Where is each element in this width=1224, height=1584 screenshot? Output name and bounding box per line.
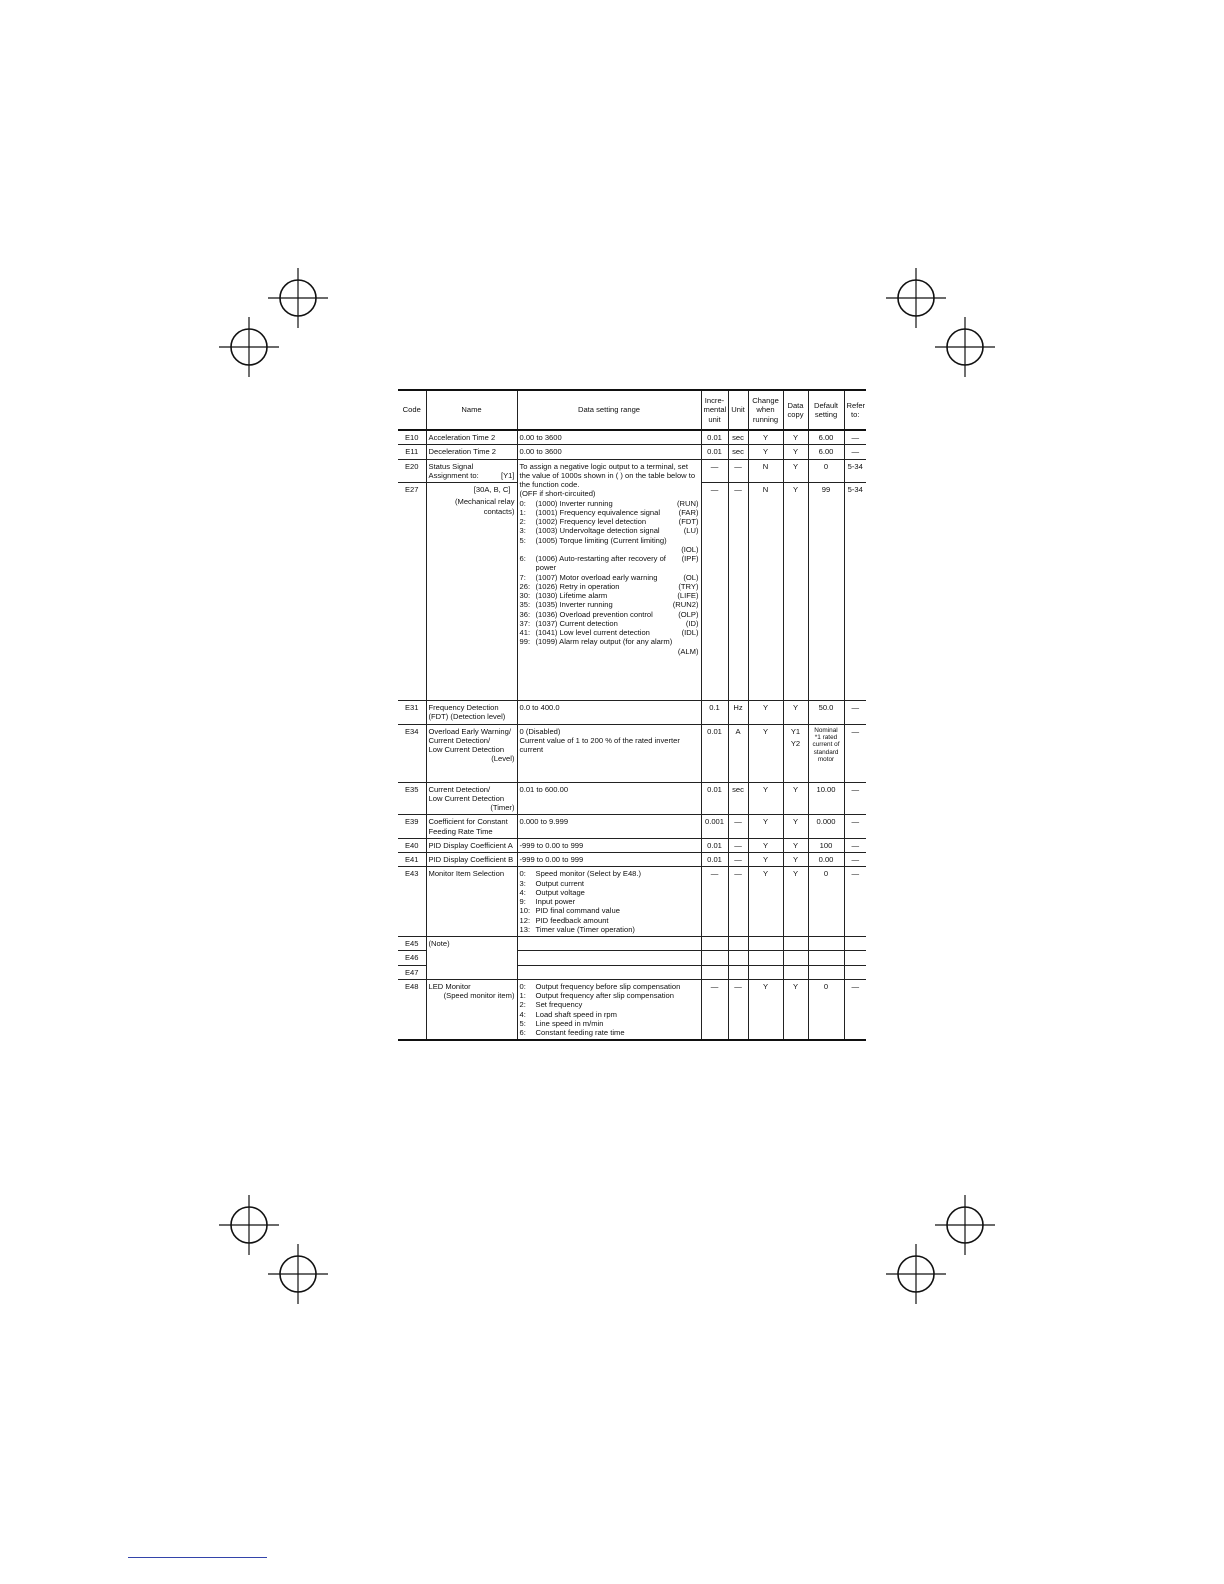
option-text: PID feedback amount bbox=[535, 915, 609, 925]
option-text: (1001) Frequency equivalence signal bbox=[535, 507, 661, 517]
option-number bbox=[520, 545, 536, 554]
incr-cell: 0.01 bbox=[701, 445, 728, 459]
change-cell bbox=[748, 965, 783, 979]
option-abbreviation: (TRY) bbox=[678, 581, 699, 591]
code-cell: E35 bbox=[398, 782, 426, 815]
option-item bbox=[520, 517, 699, 526]
header-range: Data setting range bbox=[517, 390, 701, 430]
copy-cell: Y bbox=[783, 979, 808, 1040]
name-cell: Acceleration Time 2 bbox=[426, 430, 517, 445]
name-cell: (Note) bbox=[426, 937, 517, 980]
option-abbreviation: (LU) bbox=[683, 526, 699, 536]
option-number: 37: bbox=[519, 618, 531, 628]
range-cell bbox=[517, 979, 701, 1040]
crosshair-icon bbox=[268, 1244, 328, 1304]
option-item bbox=[520, 869, 699, 878]
header-unit: Unit bbox=[728, 390, 748, 430]
name-line: Low Current Detection bbox=[428, 793, 505, 803]
option-text: (1003) Undervoltage detection signal bbox=[535, 526, 660, 536]
unit-cell: — bbox=[728, 853, 748, 867]
code-cell: E31 bbox=[398, 701, 426, 725]
code-cell: E41 bbox=[398, 853, 426, 867]
registration-mark-bottom-left-lower bbox=[268, 1244, 328, 1304]
name-cell bbox=[426, 782, 517, 815]
option-text: Output frequency before slip compensation bbox=[535, 981, 681, 991]
option-number bbox=[520, 647, 536, 656]
name-cell bbox=[426, 815, 517, 839]
option-item bbox=[520, 508, 699, 517]
table-row bbox=[398, 724, 866, 782]
option-abbreviation: (OL) bbox=[683, 572, 699, 582]
option-item bbox=[520, 879, 699, 888]
default-cell bbox=[808, 937, 844, 951]
incr-cell bbox=[701, 937, 728, 951]
footer-link-underline bbox=[128, 1557, 267, 1558]
change-cell: N bbox=[748, 483, 783, 701]
copy-cell bbox=[783, 951, 808, 965]
default-cell: 6.00 bbox=[808, 430, 844, 445]
option-item bbox=[520, 526, 699, 535]
registration-mark-top-right-lower bbox=[935, 317, 995, 377]
option-number: 5: bbox=[519, 535, 526, 545]
option-number: 6: bbox=[519, 1028, 526, 1037]
header-change-when-running: Change when running bbox=[748, 390, 783, 430]
refer-cell: — bbox=[844, 701, 866, 725]
code-cell: E40 bbox=[398, 838, 426, 852]
option-text: Set frequency bbox=[535, 1000, 583, 1010]
option-text: Output frequency after slip compensation bbox=[535, 991, 674, 1000]
name-line: Assignment to: bbox=[428, 470, 479, 480]
header-code: Code bbox=[398, 390, 426, 430]
refer-cell: — bbox=[844, 838, 866, 852]
code-cell: E27 bbox=[398, 483, 426, 701]
option-item bbox=[520, 619, 699, 628]
table-row bbox=[398, 815, 866, 839]
option-text: Output current bbox=[535, 878, 585, 888]
option-abbreviation: (IPF) bbox=[681, 554, 699, 563]
change-cell: Y bbox=[748, 430, 783, 445]
range-cell bbox=[517, 867, 701, 937]
incr-cell: — bbox=[701, 979, 728, 1040]
unit-cell: Hz bbox=[728, 701, 748, 725]
default-cell: 0 bbox=[808, 979, 844, 1040]
option-text bbox=[536, 647, 676, 656]
option-text: (1036) Overload prevention control bbox=[535, 609, 653, 619]
option-number: 0: bbox=[519, 981, 526, 991]
option-abbreviation: (IDL) bbox=[681, 628, 699, 637]
code-cell: E34 bbox=[398, 724, 426, 782]
option-item bbox=[520, 591, 699, 600]
option-text: (1030) Lifetime alarm bbox=[535, 591, 608, 600]
table-row bbox=[398, 445, 866, 459]
incr-cell: 0.001 bbox=[701, 815, 728, 839]
default-cell: 10.00 bbox=[808, 782, 844, 815]
option-item bbox=[520, 582, 699, 591]
unit-cell: — bbox=[728, 459, 748, 483]
refer-cell: — bbox=[844, 853, 866, 867]
table-row bbox=[398, 979, 866, 1040]
crosshair-icon bbox=[886, 1244, 946, 1304]
unit-cell: sec bbox=[728, 782, 748, 815]
incr-cell: — bbox=[701, 867, 728, 937]
range-cell bbox=[517, 937, 701, 951]
change-cell: Y bbox=[748, 701, 783, 725]
copy-cell: Y bbox=[783, 838, 808, 852]
change-cell: Y bbox=[748, 724, 783, 782]
name-cell bbox=[426, 979, 517, 1040]
option-text: Constant feeding rate time bbox=[535, 1028, 625, 1037]
header-default-setting: Default setting bbox=[808, 390, 844, 430]
option-number: 30: bbox=[519, 591, 531, 600]
name-line: Feeding Rate Time bbox=[428, 826, 493, 836]
default-cell: 0.00 bbox=[808, 853, 844, 867]
change-cell bbox=[748, 937, 783, 951]
incr-cell: 0.01 bbox=[701, 782, 728, 815]
name-line: (Speed monitor item) bbox=[443, 991, 515, 1000]
code-cell: E43 bbox=[398, 867, 426, 937]
copy-cell bbox=[783, 937, 808, 951]
option-item bbox=[520, 1000, 699, 1009]
range-cell: 0.01 to 600.00 bbox=[517, 782, 701, 815]
terminal-label: [30A, B, C] bbox=[473, 485, 511, 494]
code-cell: E47 bbox=[398, 965, 426, 979]
range-line: Current value of 1 to 200 % of the rated inverter current bbox=[519, 735, 680, 754]
refer-cell: — bbox=[844, 867, 866, 937]
name-line: Current Detection/ bbox=[428, 784, 491, 794]
incr-cell bbox=[701, 965, 728, 979]
crosshair-icon bbox=[219, 317, 279, 377]
change-cell: Y bbox=[748, 838, 783, 852]
change-cell: Y bbox=[748, 853, 783, 867]
unit-cell: sec bbox=[728, 445, 748, 459]
terminal-label: [Y1] bbox=[500, 470, 515, 480]
option-item bbox=[520, 982, 699, 991]
option-number: 10: bbox=[519, 906, 531, 916]
default-cell: 99 bbox=[808, 483, 844, 701]
option-item bbox=[520, 647, 699, 656]
incr-cell: 0.01 bbox=[701, 853, 728, 867]
copy-cell: Y bbox=[783, 459, 808, 483]
name-line: Current Detection/ bbox=[428, 735, 491, 745]
name-line: LED Monitor bbox=[428, 981, 471, 991]
option-text: (1007) Motor overload early warning bbox=[535, 572, 658, 582]
option-item bbox=[520, 499, 699, 508]
range-cell: 0.000 to 9.999 bbox=[517, 815, 701, 839]
option-list bbox=[520, 982, 699, 1038]
option-number: 2: bbox=[519, 1000, 526, 1010]
option-list bbox=[520, 869, 699, 934]
copy-cell bbox=[783, 965, 808, 979]
name-line: Status Signal bbox=[428, 461, 474, 471]
refer-cell: 5-34 bbox=[844, 483, 866, 701]
table-row bbox=[398, 853, 866, 867]
copy-cell: Y bbox=[783, 782, 808, 815]
header-name: Name bbox=[426, 390, 517, 430]
change-cell: Y bbox=[748, 815, 783, 839]
option-abbreviation: (FDT) bbox=[678, 517, 699, 526]
change-cell: Y bbox=[748, 867, 783, 937]
code-cell: E20 bbox=[398, 459, 426, 483]
copy-cell: Y bbox=[783, 701, 808, 725]
option-abbreviation bbox=[697, 536, 699, 545]
refer-cell: — bbox=[844, 782, 866, 815]
default-cell bbox=[808, 951, 844, 965]
copy-cell: Y bbox=[783, 430, 808, 445]
option-item bbox=[520, 600, 699, 609]
option-abbreviation: (ID) bbox=[685, 618, 699, 628]
range-cell: 0.00 to 3600 bbox=[517, 445, 701, 459]
refer-cell bbox=[844, 937, 866, 951]
change-cell: Y bbox=[748, 979, 783, 1040]
change-cell: Y bbox=[748, 445, 783, 459]
copy-cell: Y bbox=[783, 853, 808, 867]
header-data-copy: Data copy bbox=[783, 390, 808, 430]
name-line-group bbox=[429, 471, 515, 480]
option-text: (1002) Frequency level detection bbox=[535, 517, 647, 526]
option-number: 9: bbox=[519, 897, 526, 906]
default-cell: Nominal *1 rated current of standard motor bbox=[808, 724, 844, 782]
crosshair-icon bbox=[935, 317, 995, 377]
name-line: (Level) bbox=[491, 754, 515, 764]
option-text: Output voltage bbox=[535, 887, 585, 897]
option-text: (1035) Inverter running bbox=[535, 600, 613, 610]
option-item bbox=[520, 610, 699, 619]
change-cell bbox=[748, 951, 783, 965]
option-number: 4: bbox=[519, 887, 526, 897]
function-code-table-container bbox=[398, 389, 866, 1041]
option-text: PID final command value bbox=[535, 906, 620, 916]
unit-cell: — bbox=[728, 867, 748, 937]
refer-cell bbox=[844, 951, 866, 965]
option-text: Load shaft speed in rpm bbox=[535, 1009, 617, 1019]
option-item bbox=[520, 916, 699, 925]
option-number: 35: bbox=[519, 600, 531, 610]
default-cell: 0 bbox=[808, 867, 844, 937]
default-cell: 0 bbox=[808, 459, 844, 483]
name-note: (Mechanical relay contacts) bbox=[454, 497, 515, 516]
refer-cell: 5-34 bbox=[844, 459, 866, 483]
option-number: 0: bbox=[519, 498, 526, 508]
range-line: 0 (Disabled) bbox=[519, 726, 561, 736]
copy-cell: Y bbox=[783, 815, 808, 839]
code-cell: E46 bbox=[398, 951, 426, 965]
code-cell: E11 bbox=[398, 445, 426, 459]
unit-cell: A bbox=[728, 724, 748, 782]
option-number: 1: bbox=[519, 507, 526, 517]
range-cell bbox=[517, 965, 701, 979]
incr-cell bbox=[701, 951, 728, 965]
name-cell: Deceleration Time 2 bbox=[426, 445, 517, 459]
change-cell: N bbox=[748, 459, 783, 483]
option-item bbox=[520, 545, 699, 554]
option-abbreviation: (OLP) bbox=[678, 609, 699, 619]
option-item bbox=[520, 573, 699, 582]
option-number: 41: bbox=[519, 628, 531, 637]
option-abbreviation: (RUN2) bbox=[672, 600, 699, 610]
option-number: 7: bbox=[519, 572, 526, 582]
name-line: Frequency Detection bbox=[428, 703, 499, 712]
option-list bbox=[520, 499, 699, 656]
option-item bbox=[520, 1028, 699, 1037]
default-cell: 6.00 bbox=[808, 445, 844, 459]
option-number: 26: bbox=[519, 581, 531, 591]
range-cell: 0.00 to 3600 bbox=[517, 430, 701, 445]
refer-cell bbox=[844, 965, 866, 979]
option-item bbox=[520, 888, 699, 897]
option-number: 99: bbox=[519, 637, 531, 647]
name-line: Overload Early Warning/ bbox=[428, 726, 511, 736]
copy-cell: Y bbox=[783, 483, 808, 701]
option-item bbox=[520, 554, 699, 573]
option-text: Speed monitor (Select by E48.) bbox=[535, 869, 642, 879]
refer-cell: — bbox=[844, 430, 866, 445]
option-number: 5: bbox=[519, 1018, 526, 1028]
unit-cell: — bbox=[728, 838, 748, 852]
function-code-table bbox=[398, 389, 866, 1041]
default-cell: 0.000 bbox=[808, 815, 844, 839]
unit-cell bbox=[728, 965, 748, 979]
option-number: 3: bbox=[519, 526, 526, 536]
option-text: Timer value (Timer operation) bbox=[535, 924, 635, 934]
copy-value: Y2 bbox=[790, 738, 801, 748]
option-abbreviation: (RUN) bbox=[676, 498, 699, 508]
table-row bbox=[398, 867, 866, 937]
name-cell: PID Display Coefficient A bbox=[426, 838, 517, 852]
option-text: (1041) Low level current detection bbox=[535, 628, 650, 637]
copy-value: Y1 bbox=[790, 726, 801, 736]
table-row bbox=[398, 838, 866, 852]
refer-cell: — bbox=[844, 815, 866, 839]
unit-cell: — bbox=[728, 979, 748, 1040]
name-line: (FDT) (Detection level) bbox=[428, 712, 506, 722]
refer-cell: — bbox=[844, 979, 866, 1040]
option-number: 6: bbox=[519, 554, 526, 563]
option-text: Line speed in m/min bbox=[535, 1018, 604, 1028]
option-item bbox=[520, 637, 699, 646]
option-text: (1026) Retry in operation bbox=[535, 581, 620, 591]
option-item bbox=[520, 906, 699, 915]
name-line: Coefficient for Constant bbox=[428, 817, 508, 827]
option-text: (1037) Current detection bbox=[535, 618, 618, 628]
name-cell: PID Display Coefficient B bbox=[426, 853, 517, 867]
default-cell bbox=[808, 965, 844, 979]
refer-cell: — bbox=[844, 445, 866, 459]
option-text: (1006) Auto-restarting after recovery of power bbox=[535, 554, 666, 573]
option-abbreviation: (FAR) bbox=[678, 507, 699, 517]
option-text: Input power bbox=[535, 897, 576, 906]
header-incremental-unit: Incre-mental unit bbox=[701, 390, 728, 430]
option-abbreviation bbox=[697, 637, 699, 646]
header-refer-to: Refer to: bbox=[844, 390, 866, 430]
option-abbreviation: (IOL) bbox=[681, 544, 699, 554]
option-text: (1099) Alarm relay output (for any alarm) bbox=[535, 637, 673, 647]
unit-cell bbox=[728, 951, 748, 965]
range-cell: -999 to 0.00 to 999 bbox=[517, 838, 701, 852]
table-row bbox=[398, 937, 866, 951]
code-cell: E39 bbox=[398, 815, 426, 839]
range-text: To assign a negative logic output to a terminal, set the value of 1000s shown in ( ) on the table below to the function code. bbox=[519, 461, 696, 489]
default-cell: 100 bbox=[808, 838, 844, 852]
unit-cell: — bbox=[728, 815, 748, 839]
registration-mark-top-left-lower bbox=[219, 317, 279, 377]
incr-cell: 0.01 bbox=[701, 838, 728, 852]
option-number: 1: bbox=[519, 991, 526, 1000]
option-item bbox=[520, 991, 699, 1000]
option-number: 36: bbox=[519, 609, 531, 619]
code-cell: E10 bbox=[398, 430, 426, 445]
option-number: 12: bbox=[519, 915, 531, 925]
incr-cell: — bbox=[701, 483, 728, 701]
option-number: 4: bbox=[519, 1009, 526, 1019]
range-note: (OFF if short-circuited) bbox=[519, 489, 596, 499]
option-number: 2: bbox=[519, 517, 526, 526]
table-header-row bbox=[398, 390, 866, 430]
incr-cell: — bbox=[701, 459, 728, 483]
option-text: (1000) Inverter running bbox=[535, 498, 613, 508]
code-cell: E45 bbox=[398, 937, 426, 951]
table-row bbox=[398, 459, 866, 483]
option-text: (1005) Torque limiting (Current limiting) bbox=[535, 535, 667, 545]
unit-cell: sec bbox=[728, 430, 748, 445]
name-line: Low Current Detection bbox=[428, 745, 505, 754]
refer-cell: — bbox=[844, 724, 866, 782]
range-cell: -999 to 0.00 to 999 bbox=[517, 853, 701, 867]
range-cell bbox=[517, 724, 701, 782]
option-number: 3: bbox=[519, 878, 526, 888]
copy-cell bbox=[783, 724, 808, 782]
option-number: 13: bbox=[519, 924, 531, 934]
copy-cell: Y bbox=[783, 445, 808, 459]
name-cell bbox=[426, 701, 517, 725]
incr-cell: 0.01 bbox=[701, 724, 728, 782]
option-item bbox=[520, 1010, 699, 1019]
code-cell: E48 bbox=[398, 979, 426, 1040]
incr-cell: 0.1 bbox=[701, 701, 728, 725]
table-row bbox=[398, 782, 866, 815]
copy-cell: Y bbox=[783, 867, 808, 937]
name-cell bbox=[426, 459, 517, 483]
option-item bbox=[520, 897, 699, 906]
option-abbreviation: (ALM) bbox=[677, 646, 699, 656]
registration-mark-bottom-right-lower bbox=[886, 1244, 946, 1304]
range-cell bbox=[517, 951, 701, 965]
table-row bbox=[398, 701, 866, 725]
option-item bbox=[520, 1019, 699, 1028]
name-line: (Timer) bbox=[490, 803, 515, 812]
name-cell bbox=[426, 724, 517, 782]
range-cell: 0.0 to 400.0 bbox=[517, 701, 701, 725]
table-row bbox=[398, 430, 866, 445]
change-cell: Y bbox=[748, 782, 783, 815]
option-item bbox=[520, 925, 699, 934]
unit-cell bbox=[728, 937, 748, 951]
option-abbreviation: (LIFE) bbox=[677, 591, 699, 600]
option-item bbox=[520, 628, 699, 637]
default-cell: 50.0 bbox=[808, 701, 844, 725]
name-cell bbox=[426, 483, 517, 701]
option-item bbox=[520, 536, 699, 545]
option-number: 0: bbox=[519, 869, 526, 879]
option-text bbox=[536, 545, 680, 554]
name-cell: Monitor Item Selection bbox=[426, 867, 517, 937]
unit-cell: — bbox=[728, 483, 748, 701]
incr-cell: 0.01 bbox=[701, 430, 728, 445]
range-cell bbox=[517, 459, 701, 701]
